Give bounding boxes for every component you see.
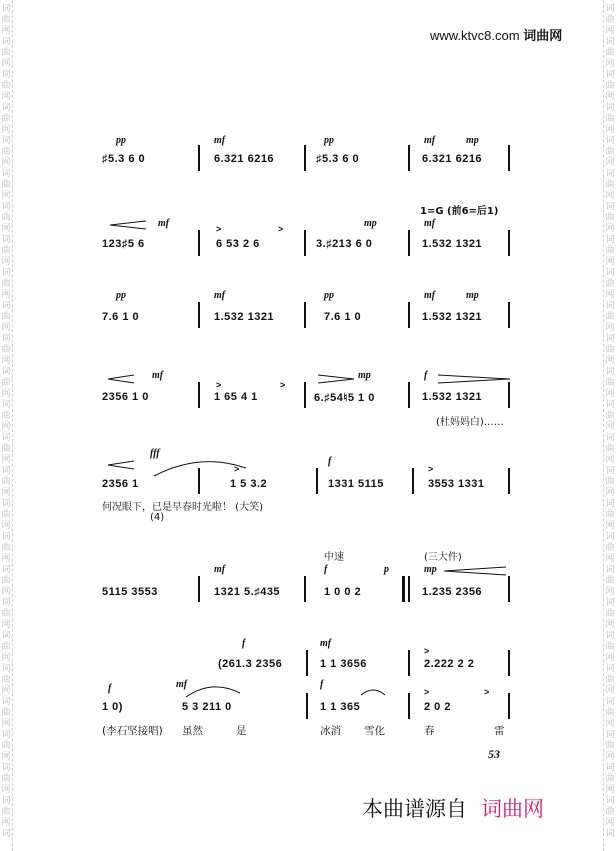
- watermark-glyph: 词: [1, 499, 11, 509]
- watermark-glyph: 词: [1, 796, 11, 806]
- measure-notes: 7.6 1 0: [102, 311, 140, 323]
- watermark-glyph: 词: [1, 631, 11, 641]
- watermark-glyph: 曲: [1, 213, 11, 223]
- watermark-glyph: 曲: [1, 147, 11, 157]
- measure-notes: ♯5.3 6 0: [102, 153, 146, 165]
- watermark-glyph: 词: [605, 796, 615, 806]
- watermark-glyph: 曲: [605, 807, 615, 817]
- watermark-glyph: 词: [1, 235, 11, 245]
- watermark-glyph: 曲: [1, 246, 11, 256]
- watermark-glyph: 网: [1, 422, 11, 432]
- measure-notes: 7.6 1 0: [324, 311, 362, 323]
- bar-line: [198, 468, 200, 494]
- bar-line: [508, 650, 510, 676]
- score-system-6: [102, 548, 510, 608]
- watermark-glyph: 网: [1, 59, 11, 69]
- score-system-5: [102, 448, 510, 530]
- watermark-glyph: 曲: [605, 279, 615, 289]
- measure-notes: 6 53 2 6: [216, 238, 260, 250]
- watermark-glyph: 网: [605, 92, 615, 102]
- watermark-glyph: 网: [1, 191, 11, 201]
- dynamic-mark: f: [324, 564, 328, 575]
- accent-mark: >: [278, 224, 284, 234]
- bar-line: [408, 693, 410, 719]
- watermark-glyph: 曲: [605, 312, 615, 322]
- bar-line: [306, 650, 308, 676]
- watermark-glyph: 词: [1, 532, 11, 542]
- watermark-glyph: 曲: [605, 543, 615, 553]
- watermark-glyph: 曲: [1, 378, 11, 388]
- dynamic-mark: fff: [150, 448, 160, 459]
- bar-line: [304, 576, 306, 602]
- measure-notes: 1321 5.♯435: [214, 586, 281, 598]
- watermark-glyph: 词: [1, 400, 11, 410]
- watermark-glyph: 网: [605, 356, 615, 366]
- watermark-glyph: 曲: [1, 576, 11, 586]
- dynamic-mark: f: [424, 370, 428, 381]
- measure-notes: 1 5 3.2: [230, 478, 268, 490]
- watermark-glyph: 曲: [605, 675, 615, 685]
- measure-notes: 3.♯213 6 0: [316, 238, 373, 250]
- watermark-glyph: 词: [1, 268, 11, 278]
- watermark-glyph: 网: [1, 158, 11, 168]
- score-system-4: [102, 368, 510, 428]
- watermark-glyph: 曲: [1, 774, 11, 784]
- watermark-glyph: 词: [1, 697, 11, 707]
- source-brand[interactable]: 词曲网: [481, 797, 544, 821]
- watermark-glyph: 网: [1, 92, 11, 102]
- double-bar-line: [408, 576, 410, 602]
- bar-line: [508, 145, 510, 171]
- watermark-glyph: 曲: [605, 741, 615, 751]
- measure-notes: 123♯5 6: [102, 238, 145, 250]
- lyric-syllable: 虽然: [182, 725, 203, 737]
- watermark-glyph: 网: [605, 620, 615, 630]
- watermark-glyph: 词: [605, 697, 615, 707]
- watermark-glyph: 网: [1, 224, 11, 234]
- dynamic-mark: mp: [466, 290, 479, 301]
- watermark-glyph: 曲: [1, 675, 11, 685]
- slur: [358, 685, 388, 697]
- watermark-glyph: 词: [1, 433, 11, 443]
- measure-notes: 3553 1331: [428, 478, 485, 490]
- bar-line: [304, 230, 306, 256]
- dynamic-mark: pp: [324, 135, 334, 146]
- measure-notes: 1331 5115: [328, 478, 384, 490]
- measure-notes: 1.235 2356: [422, 586, 483, 598]
- watermark-glyph: 网: [605, 686, 615, 696]
- watermark-glyph: 曲: [605, 180, 615, 190]
- watermark-glyph: 词: [605, 730, 615, 740]
- watermark-glyph: 网: [605, 59, 615, 69]
- right-watermark-strip: [603, 0, 616, 851]
- measure-notes: (261.3 2356: [218, 658, 283, 670]
- measure-notes: 1 1 3656: [320, 658, 367, 670]
- double-bar-line: [402, 576, 405, 602]
- watermark-glyph: 网: [1, 653, 11, 663]
- lyric-syllable: 冰消: [320, 725, 341, 737]
- diminuendo-hairpin: [436, 374, 512, 384]
- watermark-glyph: 曲: [605, 477, 615, 487]
- watermark-glyph: 网: [605, 224, 615, 234]
- watermark-glyph: 词: [1, 4, 11, 14]
- watermark-glyph: 网: [605, 158, 615, 168]
- watermark-glyph: 网: [1, 257, 11, 267]
- watermark-glyph: 网: [605, 521, 615, 531]
- dynamic-mark: f: [242, 638, 246, 649]
- dynamic-mark: mf: [424, 135, 436, 146]
- watermark-glyph: 曲: [605, 774, 615, 784]
- dynamic-mark: mp: [424, 564, 437, 575]
- watermark-glyph: 词: [1, 202, 11, 212]
- dynamic-mark: mp: [364, 218, 377, 229]
- watermark-glyph: 网: [605, 26, 615, 36]
- bar-line: [508, 468, 510, 494]
- watermark-glyph: 网: [1, 719, 11, 729]
- measure-notes: 6.♯54♮5 1 0: [314, 392, 375, 404]
- accent-mark: >: [424, 646, 430, 656]
- watermark-glyph: 网: [1, 686, 11, 696]
- watermark-glyph: 词: [1, 598, 11, 608]
- watermark-glyph: 词: [605, 433, 615, 443]
- dynamic-mark: pp: [116, 135, 126, 146]
- dynamic-mark: mf: [424, 290, 436, 301]
- watermark-glyph: 曲: [605, 48, 615, 58]
- watermark-glyph: 曲: [605, 246, 615, 256]
- crescendo-hairpin: [106, 374, 136, 384]
- watermark-glyph: 词: [605, 301, 615, 311]
- measure-notes: 2356 1 0: [102, 391, 149, 403]
- measure-notes: 6.321 6216: [214, 153, 275, 165]
- watermark-glyph: 网: [605, 389, 615, 399]
- watermark-glyph: 词: [605, 37, 615, 47]
- bar-line: [304, 382, 306, 408]
- score-system-3: [102, 290, 510, 330]
- watermark-glyph: 词: [605, 136, 615, 146]
- measure-notes: 1.532 1321: [422, 391, 483, 403]
- watermark-glyph: 词: [1, 466, 11, 476]
- watermark-glyph: 网: [605, 422, 615, 432]
- bar-line: [508, 576, 510, 602]
- measure-notes: 6.321 6216: [422, 153, 483, 165]
- slur: [182, 681, 244, 699]
- watermark-glyph: 网: [1, 389, 11, 399]
- bar-line: [408, 650, 410, 676]
- accent-mark: >: [234, 464, 240, 474]
- watermark-glyph: 曲: [1, 741, 11, 751]
- watermark-glyph: 词: [605, 631, 615, 641]
- instrument-mark: (三大件): [424, 552, 462, 563]
- score-system-2: [102, 200, 510, 255]
- dynamic-mark: pp: [116, 290, 126, 301]
- measure-notes: 5115 3553: [102, 586, 158, 598]
- lyric-syllable: 春: [424, 725, 435, 737]
- watermark-glyph: 网: [605, 257, 615, 267]
- watermark-glyph: 曲: [1, 48, 11, 58]
- measure-notes: 1 0 0 2: [324, 586, 362, 598]
- watermark-glyph: 网: [1, 818, 11, 828]
- watermark-glyph: 曲: [1, 81, 11, 91]
- watermark-glyph: 网: [1, 554, 11, 564]
- source-footer: [362, 793, 544, 823]
- watermark-glyph: 词: [1, 37, 11, 47]
- page-number: 53: [488, 747, 500, 761]
- watermark-glyph: 曲: [1, 543, 11, 553]
- bar-line: [408, 230, 410, 256]
- watermark-glyph: 曲: [1, 279, 11, 289]
- watermark-glyph: 词: [1, 169, 11, 179]
- singer-cue: (李石坚接唱): [102, 725, 163, 737]
- bar-line: [198, 382, 200, 408]
- spoken-line: 何况眼下，已是早春时光啦！ (大笑): [102, 502, 263, 513]
- measure-notes: 1.532 1321: [422, 311, 483, 323]
- watermark-glyph: 词: [605, 70, 615, 80]
- watermark-glyph: 词: [605, 4, 615, 14]
- watermark-glyph: 曲: [605, 510, 615, 520]
- dynamic-mark: mf: [176, 679, 188, 690]
- bar-line: [316, 468, 318, 494]
- watermark-glyph: 词: [1, 664, 11, 674]
- bar-line: [508, 302, 510, 328]
- measure-notes: 1.532 1321: [422, 238, 483, 250]
- watermark-glyph: 曲: [1, 114, 11, 124]
- diminuendo-hairpin: [316, 374, 356, 384]
- dynamic-mark: mf: [152, 370, 164, 381]
- site-name[interactable]: 词曲网: [523, 28, 563, 43]
- watermark-glyph: 曲: [1, 411, 11, 421]
- tempo-mark: 中速: [324, 552, 344, 563]
- watermark-glyph: 词: [605, 103, 615, 113]
- bar-line: [304, 145, 306, 171]
- bar-line: [198, 576, 200, 602]
- measure-notes: 1 0): [102, 701, 123, 713]
- watermark-glyph: 网: [1, 290, 11, 300]
- score-system-7: [102, 638, 510, 678]
- watermark-glyph: 词: [1, 730, 11, 740]
- watermark-glyph: 网: [1, 125, 11, 135]
- watermark-glyph: 曲: [605, 378, 615, 388]
- watermark-glyph: 曲: [605, 15, 615, 25]
- dynamic-mark: mf: [424, 218, 436, 229]
- crescendo-hairpin: [108, 220, 148, 230]
- watermark-glyph: 网: [605, 554, 615, 564]
- bar-line: [508, 693, 510, 719]
- watermark-glyph: 曲: [1, 642, 11, 652]
- watermark-glyph: 网: [1, 752, 11, 762]
- spoken-line-mark: (4): [150, 512, 165, 523]
- watermark-glyph: 词: [1, 136, 11, 146]
- watermark-glyph: 词: [1, 367, 11, 377]
- watermark-glyph: 网: [1, 488, 11, 498]
- watermark-glyph: 词: [605, 565, 615, 575]
- watermark-glyph: 网: [1, 785, 11, 795]
- watermark-glyph: 曲: [1, 708, 11, 718]
- measure-notes: 1 65 4 1: [214, 391, 258, 403]
- watermark-glyph: 词: [605, 400, 615, 410]
- watermark-glyph: 词: [605, 367, 615, 377]
- watermark-glyph: 曲: [605, 81, 615, 91]
- watermark-glyph: 曲: [1, 15, 11, 25]
- watermark-glyph: 曲: [605, 213, 615, 223]
- watermark-glyph: 词: [1, 103, 11, 113]
- watermark-glyph: 网: [1, 356, 11, 366]
- watermark-glyph: 词: [605, 664, 615, 674]
- watermark-glyph: 词: [605, 499, 615, 509]
- watermark-glyph: 词: [605, 268, 615, 278]
- watermark-glyph: 曲: [605, 609, 615, 619]
- bar-line: [304, 302, 306, 328]
- watermark-glyph: 词: [1, 763, 11, 773]
- accent-mark: >: [424, 687, 430, 697]
- watermark-glyph: 网: [605, 125, 615, 135]
- measure-notes: 1.532 1321: [214, 311, 275, 323]
- dynamic-mark: pp: [324, 290, 334, 301]
- dynamic-mark: p: [384, 564, 389, 575]
- watermark-glyph: 曲: [605, 642, 615, 652]
- bar-line: [508, 230, 510, 256]
- watermark-glyph: 网: [1, 587, 11, 597]
- dynamic-mark: mf: [214, 290, 226, 301]
- accent-mark: >: [216, 224, 222, 234]
- dynamic-mark: mf: [158, 218, 170, 229]
- bar-line: [408, 382, 410, 408]
- score-system-8: [102, 675, 510, 745]
- watermark-glyph: 曲: [1, 444, 11, 454]
- dynamic-mark: mf: [214, 135, 226, 146]
- watermark-glyph: 曲: [605, 411, 615, 421]
- watermark-glyph: 网: [605, 290, 615, 300]
- measure-notes: 2 0 2: [424, 701, 451, 713]
- dynamic-mark: mf: [214, 564, 226, 575]
- dynamic-mark: mf: [320, 638, 332, 649]
- bar-line: [306, 693, 308, 719]
- bar-line: [408, 302, 410, 328]
- watermark-glyph: 词: [605, 235, 615, 245]
- site-url[interactable]: www.ktvc8.com: [430, 28, 520, 43]
- watermark-glyph: 词: [605, 202, 615, 212]
- dynamic-mark: f: [108, 683, 112, 694]
- watermark-glyph: 网: [605, 191, 615, 201]
- bar-line: [198, 145, 200, 171]
- accent-mark: >: [428, 464, 434, 474]
- watermark-glyph: 曲: [605, 114, 615, 124]
- watermark-glyph: 网: [605, 323, 615, 333]
- accent-mark: >: [216, 380, 222, 390]
- bar-line: [412, 468, 414, 494]
- measure-notes: 2356 1: [102, 478, 139, 490]
- watermark-glyph: 词: [605, 763, 615, 773]
- measure-notes: 5 3 211 0: [182, 701, 232, 713]
- key-signature: 1=G (前6=后1): [420, 206, 499, 217]
- watermark-glyph: 网: [1, 26, 11, 36]
- watermark-glyph: 词: [605, 334, 615, 344]
- watermark-glyph: 曲: [605, 444, 615, 454]
- measure-notes: 2.222 2 2: [424, 658, 475, 670]
- watermark-glyph: 网: [605, 488, 615, 498]
- watermark-glyph: 词: [605, 466, 615, 476]
- site-header[interactable]: [430, 25, 562, 44]
- watermark-glyph: 曲: [1, 477, 11, 487]
- lyric-syllable: 雪化: [364, 725, 385, 737]
- watermark-glyph: 曲: [1, 807, 11, 817]
- watermark-glyph: 网: [1, 521, 11, 531]
- watermark-glyph: 曲: [1, 609, 11, 619]
- watermark-glyph: 词: [605, 829, 615, 839]
- watermark-glyph: 曲: [605, 708, 615, 718]
- watermark-glyph: 网: [605, 719, 615, 729]
- dynamic-mark: f: [328, 456, 332, 467]
- watermark-glyph: 曲: [605, 576, 615, 586]
- accent-mark: >: [484, 687, 490, 697]
- source-label: 本曲谱源自: [362, 797, 467, 821]
- watermark-glyph: 曲: [1, 345, 11, 355]
- lyric-syllable: 雷: [494, 725, 505, 737]
- measure-notes: 1 1 365: [320, 701, 361, 713]
- bar-line: [408, 145, 410, 171]
- spoken-cue: (杜妈妈白)……: [436, 417, 504, 428]
- bar-line: [198, 302, 200, 328]
- lyric-syllable: 是: [236, 725, 247, 737]
- crescendo-hairpin: [106, 460, 136, 470]
- dynamic-mark: mp: [466, 135, 479, 146]
- score-system-1: [102, 135, 510, 175]
- watermark-glyph: 网: [1, 455, 11, 465]
- crescendo-hairpin: [442, 566, 508, 576]
- accent-mark: >: [280, 380, 286, 390]
- watermark-glyph: 曲: [605, 147, 615, 157]
- dynamic-mark: mp: [358, 370, 371, 381]
- watermark-glyph: 网: [605, 785, 615, 795]
- watermark-glyph: 网: [605, 818, 615, 828]
- left-watermark-strip: [0, 0, 13, 851]
- measure-notes: ♯5.3 6 0: [316, 153, 360, 165]
- watermark-glyph: 曲: [605, 345, 615, 355]
- watermark-glyph: 词: [1, 565, 11, 575]
- watermark-glyph: 网: [1, 620, 11, 630]
- watermark-glyph: 网: [605, 587, 615, 597]
- watermark-glyph: 曲: [1, 180, 11, 190]
- watermark-glyph: 网: [1, 323, 11, 333]
- watermark-glyph: 网: [605, 455, 615, 465]
- watermark-glyph: 网: [605, 752, 615, 762]
- watermark-glyph: 曲: [1, 510, 11, 520]
- watermark-glyph: 词: [1, 301, 11, 311]
- watermark-glyph: 词: [605, 169, 615, 179]
- watermark-glyph: 词: [1, 334, 11, 344]
- watermark-glyph: 曲: [1, 312, 11, 322]
- bar-line: [198, 230, 200, 256]
- watermark-glyph: 词: [605, 598, 615, 608]
- watermark-glyph: 网: [605, 653, 615, 663]
- dynamic-mark: f: [320, 679, 324, 690]
- bar-line: [508, 382, 510, 408]
- watermark-glyph: 词: [1, 829, 11, 839]
- watermark-glyph: 词: [1, 70, 11, 80]
- watermark-glyph: 词: [605, 532, 615, 542]
